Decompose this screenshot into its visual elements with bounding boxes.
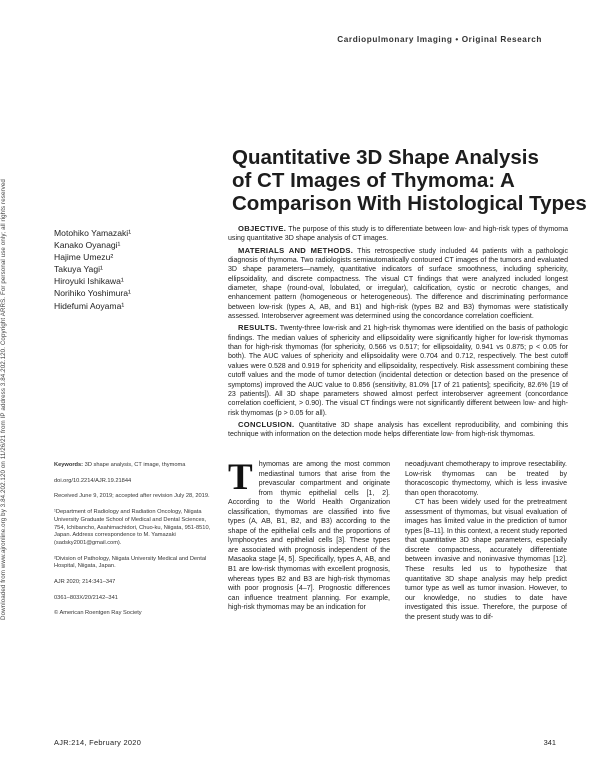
paragraph: CT has been widely used for the pretreatment assessment of thymomas, but visual evaluation of images has limited value in the prediction of tumor types [8–11]. In this context, a recent study reported that quantitative 3D shape parameters, especially discrete compactness, accurately differentiate between invasive and noninvasive thymomas [12]. These results led us to hypothesize that quantitative 3D shape analysis may help predict tumor type as well as tumor invasion. However, to our knowledge, no studies to date have investigated this issue. Therefore, the purpose of the present study was to dif- <box>405 499 567 621</box>
author: Norihiko Yoshimura¹ <box>54 288 131 299</box>
author: Motohiko Yamazaki¹ <box>54 228 132 238</box>
affiliation-1: ¹Department of Radiology and Radiation Oncology, Niigata University Graduate School of Medical and Dental Sciences, 754, Ichibancho, Asahimachidori, Chuo-ku, Niigata, 951-8510, Japan. Address correspondence to M. Yamazaki (sadsky2001@gmail.com). <box>54 509 211 546</box>
conclusion-text: Quantitative 3D shape analysis has excellent reproducibility, and combining this technique with information on the detection mode helps differentiate low- from high-risk thymomas. <box>228 421 568 439</box>
citation: AJR 2020; 214:341–347 <box>54 579 116 586</box>
download-watermark-text: Downloaded from www.ajronline.org by 3.84.202.120 on 11/26/21 from IP address 3.84.202.120. Copyright ARRS. For personal use only; all rights reserved <box>0 179 7 620</box>
journal-footer: AJR:214, February 2020 <box>54 738 142 747</box>
keywords-label: Keywords: <box>54 462 84 468</box>
objective-label: OBJECTIVE. <box>238 224 287 233</box>
section-header: Cardiopulmonary Imaging • Original Research <box>337 35 542 44</box>
intro-text: hymomas are among the most common mediastinal tumors that arise from the prevascular compartment and originate from thymic epithelial cells [1, 2]. According to the World Health Organization classification, thymomas are classified into five types (A, AB, B1, B2, and B3) according to the shape of the epithelial cells and the proportions of lymphocytes and epithelial cells [3]. These types are associated with prognosis independent of the Masaoka stage [4, 5]. Specifically, types A, AB, and B1 are low-risk thymomas with excellent prognosis, whereas types B2 and B3 are high-risk thymomas with poor prognosis [4–7]. Prognostic differences can influence treatment planning. For example, high-risk thymomas may be an indication for <box>228 461 390 612</box>
title-line: of CT Images of Thymoma: A <box>232 169 515 192</box>
drop-cap: T <box>228 457 253 498</box>
abstract <box>228 224 568 442</box>
issn: 0361–803X/20/2142–341 <box>54 594 118 601</box>
page-number: 341 <box>543 738 556 747</box>
results-text: Twenty-three low-risk and 21 high-risk thymomas were identified on the basis of pathologic findings. The median values of sphericity and ellipsoidality were significantly higher for low-risk thymomas than for high-risk thymomas (for sphericity, 0.566 vs 0.517; for ellipsoidality, 0.941 vs 0.875; p < 0.05 for both). The AUC values of sphericity and ellipsoidality were 0.704 and 0.712, respectively. The best cutoff values were 0.528 and 0.919 for sphericity and ellipsoidality, respectively. Risk assessment combining these cutoff values and the mode of tumor detection (incidental detection or detection based on the presence of symptoms) improved the AUC value to 0.856 (sensitivity, 81.0% [17 of 21 patients]; specificity, 82.6% [19 of 23 patients]). All 3D shape parameters showed almost perfect interobserver agreement (concordance correlation coefficient, > 0.90). The visual CT findings were not significantly different between low- and high-risk thymomas (p > 0.05 for all). <box>228 325 568 417</box>
methods-label: MATERIALS AND METHODS. <box>238 245 354 255</box>
paragraph: neoadjuvant chemotherapy to improve resectability. Low-risk thymomas can be treated by thoracoscopic thymectomy, which is less invasive than open thoracotomy. <box>405 461 567 497</box>
methods-text: This retrospective study included 44 patients with a pathologic diagnosis of thymoma. Two radiologists semiautomatically contoured CT images of the tumors and evaluated 3D shape parameters—namely, quantitative indicators of surface smoothness, including sphericity, ellipsoidality, and discrete compactness. The visual CT findings that were analyzed included longest diameter, shape (round-oval, lobulated, or irregular), calcification, cystic or necrotic changes, and enhancement pattern (homogeneous or heterogeneous). The difference and discriminating performance between low-risk (types A, AB, and B1) and high-risk (types B2 and B3) thymomas were statistically assessed. Interobserver agreement was determined using the concordance correlation coefficient. <box>228 247 568 321</box>
results-label: RESULTS. <box>238 323 278 333</box>
abstract-results <box>228 323 568 417</box>
abstract-methods <box>228 246 568 322</box>
copyright: © American Roentgen Ray Society <box>54 610 142 617</box>
author: Takuya Yagi¹ <box>54 264 103 275</box>
author: Hajime Umezu² <box>54 252 114 263</box>
received-date: Received June 9, 2019; accepted after revision July 28, 2019. <box>54 493 210 500</box>
conclusion-label: CONCLUSION. <box>238 419 295 429</box>
author: Hidefumi Aoyama¹ <box>54 300 125 311</box>
title-line: Quantitative 3D Shape Analysis <box>232 146 539 169</box>
download-watermark <box>0 140 12 620</box>
intro-paragraph <box>228 457 390 613</box>
body-column-2 <box>405 460 567 622</box>
article-metadata <box>54 462 212 626</box>
keywords-text: 3D shape analysis, CT image, thymoma <box>83 462 186 468</box>
abstract-objective <box>228 224 568 244</box>
article-title <box>232 146 587 215</box>
keywords <box>54 462 212 470</box>
body-column-1 <box>228 457 390 613</box>
affiliation-2: ²Division of Pathology, Niigata University Medical and Dental Hospital, Niigata, Japan. <box>54 555 207 570</box>
title-line: Comparison With Histological Types <box>232 192 587 215</box>
author: Hiroyuki Ishikawa¹ <box>54 276 124 287</box>
author-list <box>54 227 219 312</box>
objective-text: The purpose of this study is to differentiate between low- and high-risk types of thymoma using quantitative 3D shape analysis of CT images. <box>228 226 568 243</box>
abstract-conclusion <box>228 420 568 440</box>
doi-link[interactable]: doi.org/10.2214/AJR.19.21844 <box>54 477 132 484</box>
author: Kanako Oyanagi¹ <box>54 240 121 251</box>
